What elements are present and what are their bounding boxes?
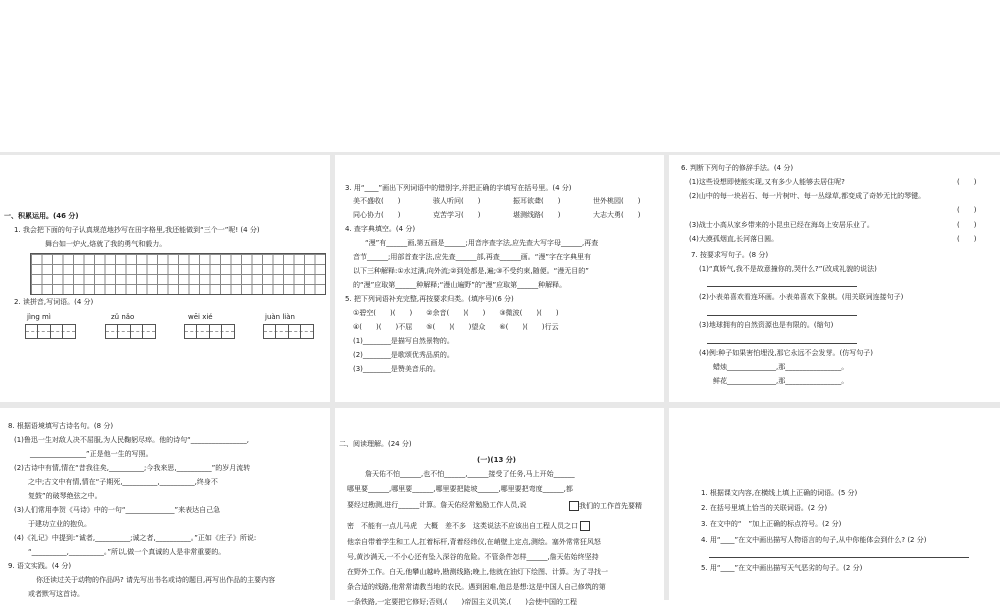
answer-paren[interactable]: ( )	[957, 221, 977, 229]
pinyin-1: jìng mì	[27, 313, 51, 321]
word-item: 振耳欲聋( )	[513, 197, 561, 205]
answer-box[interactable]	[130, 324, 156, 339]
text-line: 于建功立业的抱负。	[28, 520, 91, 528]
answer-paren[interactable]: ( )	[957, 178, 977, 186]
page-5	[335, 408, 664, 606]
page-3	[669, 155, 1000, 402]
text-line: 音节______;用部首查字法,应先查______部,再查______画。“漫”字在字典里有	[353, 253, 592, 261]
word-item: 美不盛收( )	[353, 197, 401, 205]
text-line: ①碧空( )( ) ②余音( )( ) ③微波( )( )	[353, 309, 559, 317]
passage-line: 号,黄沙满天,一不小心还有坠入深谷的危险。不管条件怎样______,詹天佑始终坚持	[347, 553, 599, 561]
passage-line: 我们的工作首先要精	[569, 501, 642, 511]
word-item: 克苦学习( )	[433, 211, 481, 219]
text-line: (2)古诗中有情,情在“昔我往矣,__________;今我来思,__________”的岁月流转	[14, 464, 251, 472]
answer-box[interactable]	[209, 324, 235, 339]
question-4: 4. 查字典填空。(4 分)	[345, 225, 416, 233]
punct-box[interactable]	[569, 501, 579, 511]
passage-line: 一条铁路,一定要把它修好;否则,( )帝国主义讥笑,( )会使中国的工程	[347, 598, 577, 606]
text-line: 复鼓”的破琴绝弦之中。	[28, 492, 102, 500]
passage-line: 他亲自带着学生和工人,扛着标杆,背着经纬仪,在峭壁上定点,测绘。塞外常常狂风怒	[347, 538, 601, 546]
text-line: 以下三种解释:①水过满,向外流;②到处都是,遍;③不受约束,随便。“漫无目的”	[353, 267, 589, 275]
question-1: 1. 我会把下面的句子认真规范地抄写在田字格里,我还能做到“三个一”呢! (4 分)	[14, 226, 260, 234]
text-line: (1)鲁迅一生对敌人决不屈服,为人民鞠躬尽瘁。他的诗句“________________,	[14, 436, 249, 444]
text-line: 或者默写这首诗。	[28, 590, 84, 598]
text-line: (4)例:种子如果害怕埋没,那它永远不会发芽。(仿写句子)	[699, 349, 873, 357]
question-6: 6. 判断下列句子的修辞手法。(4 分)	[681, 164, 794, 172]
word-item: 堪测线路( )	[513, 211, 561, 219]
copy-text: 舞台如一炉火,烙就了我的勇气和毅力。	[45, 240, 167, 248]
passage-line: 詹天佑不怕______,也不怕______,______接受了任务,马上开始______	[365, 470, 575, 478]
word-item: 大志大勇( )	[593, 211, 641, 219]
text-line: (4)大漠孤烟直,长河落日圆。	[689, 235, 779, 243]
question-item: 1. 根据课文内容,在横线上填上正确的词语。(5 分)	[701, 489, 858, 497]
question-3: 3. 用“____”画出下列词语中的错别字,并把正确的字填写在括号里。(4 分)	[345, 184, 572, 192]
text-line: 之中;古文中有情,情在“子期死,__________,__________,终身不	[28, 478, 218, 486]
text-line: (1)________是描写自然景物的。	[353, 337, 454, 345]
text-line: ④( )( )不屈 ⑤( )( )望众 ⑥( )( )行云	[353, 323, 559, 331]
text-line: (3)战士小高从家乡带来的小昆虫已经在海岛上安居乐业了。	[689, 221, 874, 229]
question-item: 4. 用“____”在文中画出描写人物语言的句子,从中你能体会到什么? (2 分)	[701, 536, 927, 544]
text-line: ________________”正是他一生的写照。	[30, 450, 153, 458]
word-item: 世外桃园( )	[593, 197, 641, 205]
word-item: 同心协力( )	[353, 211, 401, 219]
question-item: 3. 在文中的“ ”加上正确的标点符号。(2 分)	[701, 520, 842, 528]
text-line: (4)《礼记》中提到:“诚者,__________;诚之者,__________。”正如《庄子》所说:	[14, 534, 257, 542]
question-8: 8. 根据语境填写古诗名句。(8 分)	[8, 422, 114, 430]
text-line: “__________,__________。”所以,做一个真诚的人是非常重要的。	[28, 548, 226, 556]
pinyin-4: juàn liàn	[265, 313, 295, 321]
question-2: 2. 读拼音,写词语。(4 分)	[14, 298, 94, 306]
text-line: (2)________是歌颂优秀品质的。	[353, 351, 454, 359]
page-4	[0, 408, 330, 600]
pinyin-3: wēi xié	[188, 313, 213, 321]
answer-box[interactable]	[184, 324, 210, 339]
text-line: (2)小表弟喜欢看连环画。小表弟喜欢下象棋。(用关联词连接句子)	[699, 293, 904, 301]
section-title: 一、积累运用。(46 分)	[4, 212, 79, 220]
answer-box[interactable]	[50, 324, 76, 339]
answer-paren[interactable]: ( )	[957, 206, 977, 214]
pinyin-2: zǔ nǎo	[111, 313, 135, 321]
answer-line[interactable]	[707, 286, 857, 287]
question-item: 5. 用“____”在文中画出描写天气恶劣的句子。(2 分)	[701, 564, 863, 572]
writing-grid[interactable]	[30, 253, 326, 295]
text-line: “漫”有______画,第五画是______;用音序查字法,应先查大写字母______,再查	[365, 239, 599, 247]
text-line: (1)这些设想即使能实现,又有多少人能够去居住呢?	[689, 178, 845, 186]
passage-line: 哪里要______,哪里要______,哪里要把陡坡______,哪里要把弯度______,都	[347, 485, 573, 493]
text-line: (2)山中的每一块岩石、每一片树叶、每一丛绿草,都变成了奇妙无比的琴键。	[689, 192, 926, 200]
passage-title: (一)(13 分)	[477, 456, 516, 464]
question-7: 7. 按要求写句子。(8 分)	[691, 251, 769, 259]
passage-line: 密 不能有一点儿马虎 大概 差不多 这类说法不应该出自工程人员之口	[347, 521, 590, 531]
page-2	[335, 155, 664, 402]
page-1	[0, 155, 330, 402]
answer-box[interactable]	[105, 324, 131, 339]
answer-line[interactable]	[709, 557, 969, 558]
answer-box[interactable]	[263, 324, 289, 339]
text-line: 你还读过关于动物的作品吗? 请先写出书名或诗的题目,再写出作品的主要内容	[36, 576, 276, 584]
section-title: 二、阅读理解。(24 分)	[339, 440, 412, 448]
answer-line[interactable]	[707, 343, 857, 344]
question-item: 2. 在括号里填上恰当的关联词语。(2 分)	[701, 504, 828, 512]
question-9: 9. 语文实践。(4 分)	[8, 562, 72, 570]
word-item: 骇人听问( )	[433, 197, 481, 205]
passage-line: 在野外工作。白天,他攀山越岭,勘测线路;晚上,他就在油灯下绘图、计算。为了寻找一	[347, 568, 609, 576]
answer-line[interactable]	[707, 315, 857, 316]
passage-line: 条合适的线路,他常常请教当地的农民。遇到困难,他总是想:这是中国人自己修筑的第	[347, 583, 606, 591]
text-line: (3)________是赞美音乐的。	[353, 365, 440, 373]
text-line: (1)“真娇气,我不是故意撞你的,哭什么?”(改成礼貌的说法)	[699, 265, 877, 273]
text-line: 蜡烛______________,那________________。	[713, 363, 849, 371]
text-line: 的“漫”应取第______种解释;“漫山遍野”的“漫”应取第______种解释。	[353, 281, 567, 289]
top-blank-area	[0, 0, 1000, 152]
passage-line: 要经过勘测,进行______计算。詹天佑经常勉励工作人员,说	[347, 501, 527, 509]
answer-box[interactable]	[288, 324, 314, 339]
answer-paren[interactable]: ( )	[957, 235, 977, 243]
text-line: (3)人们常用李贺《马诗》中的一句“______________”来表达自己急	[14, 506, 221, 514]
punct-box[interactable]	[580, 521, 590, 531]
answer-box[interactable]	[25, 324, 51, 339]
text-line: (3)地球拥有的自然资源也是有限的。(缩句)	[699, 321, 834, 329]
text-line: 鲜花______________,那________________。	[713, 377, 849, 385]
question-5: 5. 把下列词语补充完整,再按要求归类。(填序号)(6 分)	[345, 295, 514, 303]
page-6	[669, 408, 1000, 600]
